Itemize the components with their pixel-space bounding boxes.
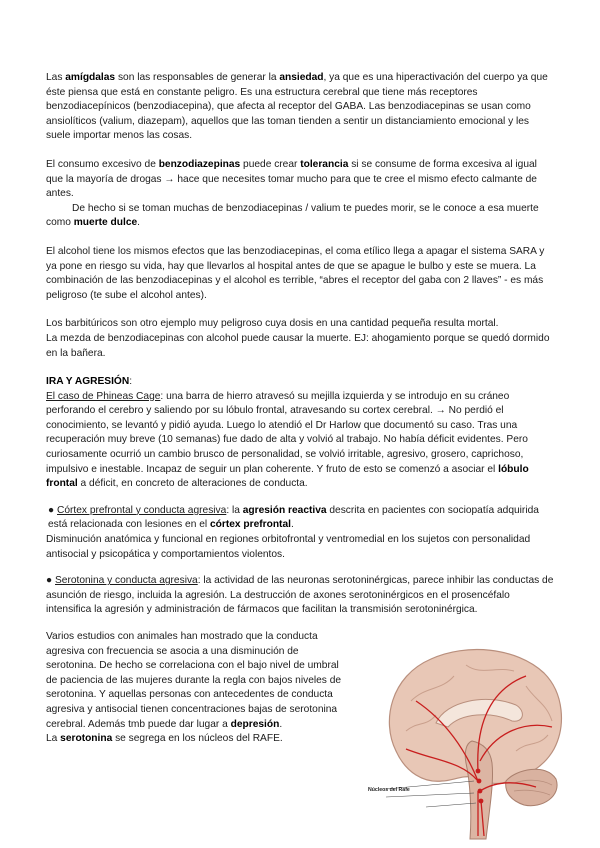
paragraph-alcohol: El alcohol tiene los mismos efectos que las benzodiacepinas, el coma etílico llega a apagar el sistema SARA y ya pone en riesgo su vida, hay que llevarlos al hospital antes de que se apague le bulbo y este se muera. La combinación de las benzodiacepinas y el alcohol es terrible, “abres el receptor del gaba con 2 llaves” - es más peligroso (te sube el alcohol antes).	[46, 245, 545, 301]
bullet-serotonina	[46, 574, 554, 618]
cerebellum	[506, 769, 557, 805]
section-heading	[46, 375, 554, 390]
bold-term-amigdalas: amígdalas	[65, 72, 116, 83]
text-run: El consumo excesivo de	[46, 158, 159, 170]
paragraph-mezcla: La mezda de benzodiacepinas con alcohol puede causar la muerte. EJ: ahogamiento porque se quedó dormido en la bañera.	[46, 332, 550, 359]
bold-term-lobulo-frontal: lóbulo frontal	[46, 463, 529, 490]
text-run: , ya que es una hiperactivación del cuerpo ya que éste piensa que está en constante peligro. Es una estructura cerebral que tiene más receptores benzodiacepínicos (benzodiacepina), que afecta al receptor del GABA. Las benzodiacepinas se usan como ansiolíticos (valium, diazepam), aquellos que las toman tienden a sentir un distanciamiento emocional y les suele importar menos las cosas.	[46, 72, 548, 142]
text-run: :	[129, 376, 133, 388]
text-run: puede crear	[240, 158, 301, 170]
underlined-title: El caso de Phineas Cage	[46, 390, 161, 402]
text-run: .	[279, 718, 283, 730]
bold-term-depresion: depresión	[230, 718, 280, 730]
bold-term-ansiedad: ansiedad	[279, 72, 324, 83]
text-run: : la actividad de las neuronas serotoninérgicas, parece inhibir las conductas de asunción de riesgo, incluida la agresión. La destrucción de axones serotoninérgicos en el prosencéfalo intensifica la agresión y administración de fármacos que facilitan la transmisión serotoninérgica.	[46, 575, 554, 616]
text-run: : la	[226, 504, 243, 516]
bullet-icon: ●	[48, 504, 55, 516]
bullet-icon: ●	[46, 575, 53, 587]
brain-sagittal-illustration	[366, 631, 566, 841]
paragraph-phineas-cage	[46, 390, 554, 492]
heading-text: IRA Y AGRESIÓN	[46, 376, 130, 388]
paragraph-muerte-dulce	[46, 202, 554, 231]
bold-term-benzodiazepinas: benzodiazepinas	[158, 158, 241, 170]
paragraph-amigdalas	[46, 71, 554, 144]
text-run: .	[290, 519, 294, 531]
text-run: a déficit, en concreto de alteraciones de conducta.	[77, 478, 308, 490]
bold-term-serotonina: serotonina	[60, 733, 113, 745]
text-run: son las responsables de generar la	[115, 72, 280, 83]
text-run: : una barra de hierro atravesó su mejilla izquierda y se introdujo en su cráneo perforando el cerebro y saliendo por su lóbulo frontal, atravesando su cortex cerebral. → No perdió el conocimiento, se levantó y pidió ayuda. Luego lo atendió el Dr Harlow que documentó su caso. Tras una recuperación muy breve (10 semanas) fue dado de alta y volvió al trabajo. No había déficit evidentes. Pero curiosamente ocurrió un cambio brusco de personalidad, se volvió irritable, agresivo, grosero, caprichoso, impulsivo e inestable. Incapaz de seguir un plan coherente. Y fruto de esto se comenzó a asociar el	[46, 390, 528, 475]
text-run: si se consume de forma excesiva al igual que la mayoría de drogas → hace que necesites tomar mucho para que te cree el mismo efecto calmante de antes.	[46, 158, 537, 200]
text-run: se segrega en los núcleos del RAFE.	[112, 733, 283, 745]
bold-term-muerte-dulce: muerte dulce	[73, 217, 138, 229]
paragraph-serotonina-estudios	[46, 630, 351, 747]
bold-term-agresion-reactiva: agresión reactiva	[242, 504, 327, 516]
text-run: La	[46, 733, 61, 745]
brain-diagram	[366, 631, 566, 841]
text-run: descrita en pacientes con sociopatía adquirida está relacionada con lesiones en el	[48, 504, 539, 531]
bold-term-cortex-prefrontal: córtex prefrontal	[209, 519, 291, 531]
text-run: Varios estudios con animales han mostrado que la conducta agresiva con frecuencia se asocia a una disminución de serotonina. De hecho se correlaciona con el bajo nivel de umbral de paciencia de las mujeres durante la regla con bajos niveles de serotonina. Y aquellas personas con antecedentes de conducta agresiva y antisocial tienen concentraciones bajas de serotonina cerebral. Además tmb puede dar lugar a	[46, 631, 342, 730]
underlined-title: Serotonina y conducta agresiva	[55, 575, 198, 587]
underlined-title: Córtex prefrontal y conducta agresiva	[57, 504, 227, 516]
text-run: De hecho si se toman muchas de benzodiacepinas / valium te puedes morir, se le conoce a esa muerte como	[46, 202, 539, 229]
paragraph-benzodiazepinas	[46, 158, 554, 202]
text-run: Las	[46, 72, 66, 83]
paragraph-disminucion: Disminución anatómica y funcional en regiones orbitofrontal y ventromedial en los sujetos con personalidad antisocial y psicopática y comportamientos violentos.	[46, 534, 531, 560]
paragraph-barbituricos: Los barbitúricos son otro ejemplo muy peligroso cuya dosis en una cantidad pequeña resulta mortal.	[46, 318, 499, 330]
bold-term-tolerancia: tolerancia	[300, 158, 349, 170]
text-run: .	[137, 217, 141, 229]
bullet-cortex-prefrontal	[46, 504, 554, 533]
figure-label: Núcleos del Rafe	[368, 787, 410, 793]
